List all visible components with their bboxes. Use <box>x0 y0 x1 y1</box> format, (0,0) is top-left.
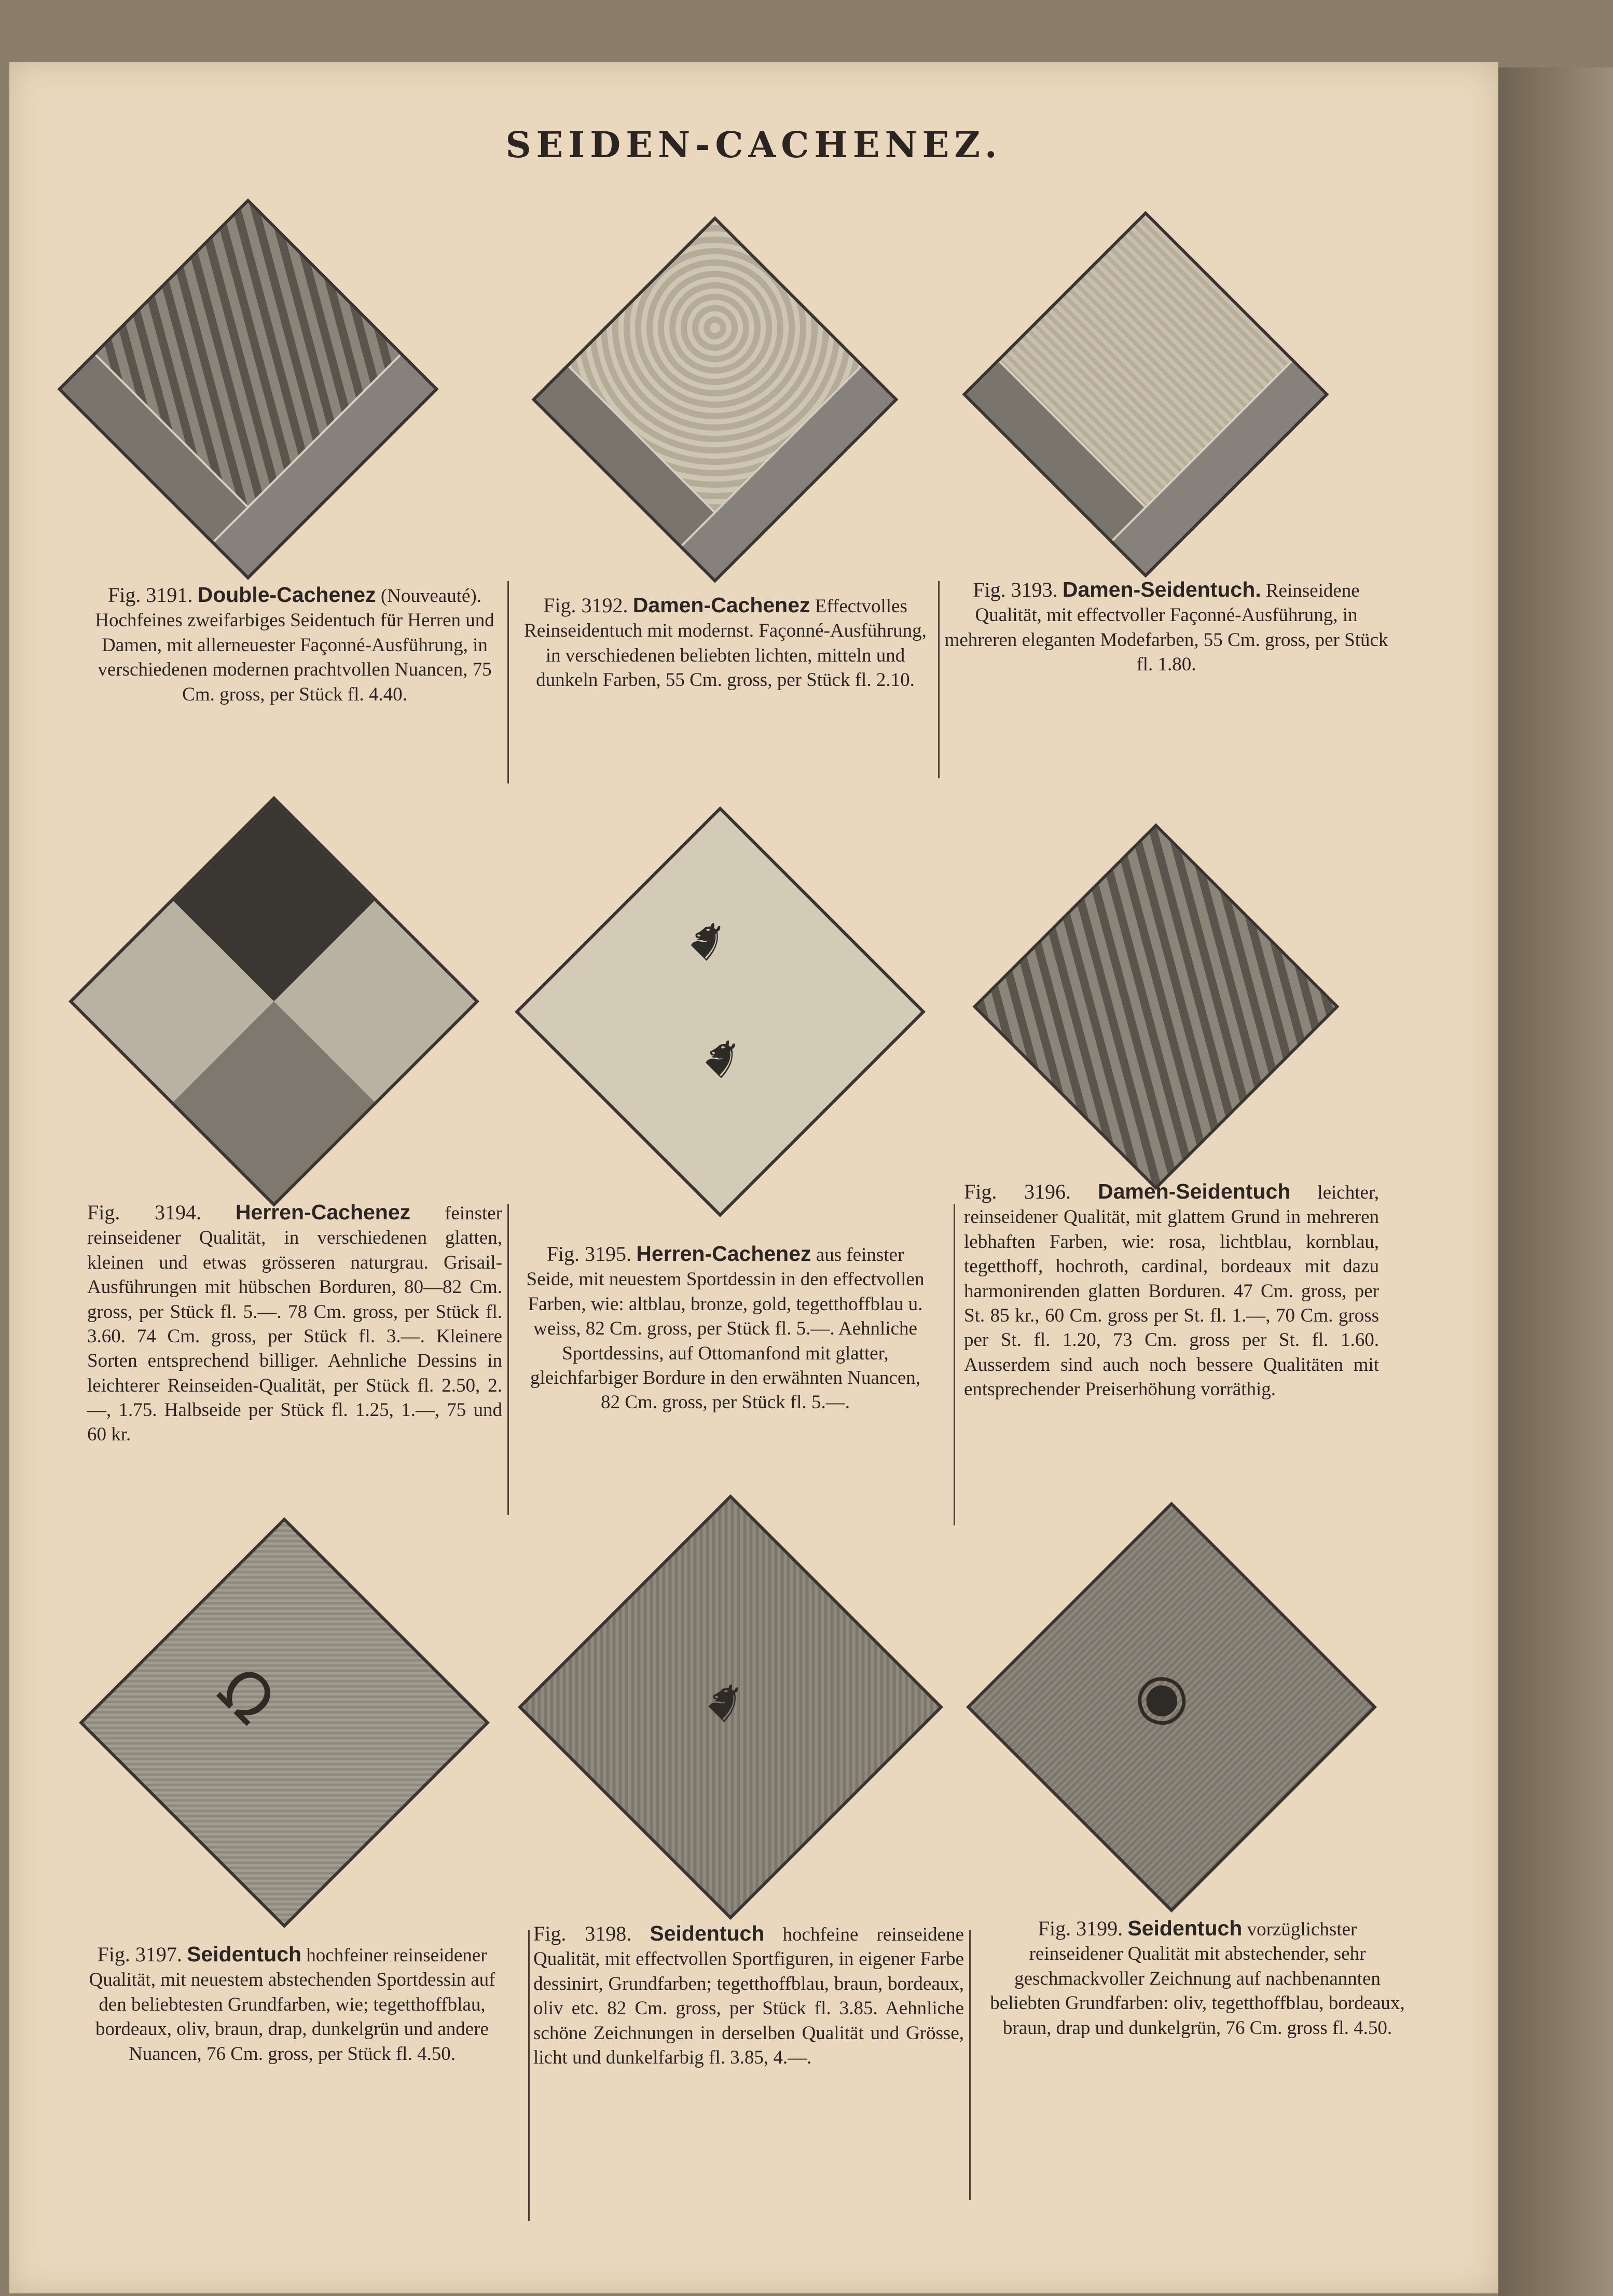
product-name: Double-Cachenez <box>197 583 376 607</box>
scarf-image-3192 <box>531 216 898 583</box>
scarf-border <box>213 354 435 576</box>
item-3191-text <box>82 581 507 707</box>
sport-figure: ♞ <box>692 1667 761 1736</box>
product-name: Seidentuch <box>1127 1916 1243 1940</box>
item-3195-text <box>523 1240 928 1415</box>
scarf-image-3193 <box>962 211 1329 578</box>
item-3193-text <box>943 576 1389 677</box>
figure-number: Fig. 3198. <box>533 1922 632 1945</box>
product-name: Seidentuch <box>650 1921 765 1945</box>
product-description: Effectvolles Reinseidentuch mit modernst. Façonné-Ausführung, in verschiedenen beliebten lichten, mitteln und dunkeln Farben, 55 Cm. gross, per Stück fl. 2.10. <box>524 596 927 691</box>
adjacent-page-edge <box>1498 67 1613 2296</box>
scarf-border <box>1112 361 1325 573</box>
product-description: feinster reinseidener Qualität, in verschiedenen glatten, kleinen und etwas grösseren naturgrau. Grisail-Ausführungen mit hübschen Borduren, 80—82 Cm. gross, per Stück fl. 5.—. 78 Cm. gross, per Stück fl. 3.60. 74 Cm. gross, per Stück fl. 3.—. Kleinere Sorten entsprechend billiger. Aehnliche Dessins in leichterer Reinseiden-Qualität, per Stück fl. 2.50, 2.—, 1.75. Halbseide per Stück fl. 1.25, 1.—, 75 und 60 kr. <box>87 1203 503 1446</box>
column-divider <box>954 1204 955 1525</box>
figure-number: Fig. 3196. <box>964 1180 1071 1203</box>
scarf-image-3198 <box>518 1494 943 1920</box>
scarf-image-3194 <box>68 796 479 1207</box>
column-divider <box>507 1204 509 1515</box>
product-name: Seidentuch <box>187 1942 302 1966</box>
product-description: (Nouveauté). Hochfeines zweifarbiges Seidentuch für Herren und Damen, mit allerneuester Façonné-Ausführung, in verschiedenen modernen prachtvollen Nuancen, 75 Cm. gross, per Stück fl. 4.40. <box>95 585 494 705</box>
catalog-page <box>9 62 1498 2293</box>
swirl-motif: ◉ <box>1120 1653 1210 1742</box>
item-3196-text <box>964 1178 1379 1401</box>
column-divider <box>938 581 940 778</box>
rider-figure: ♞ <box>674 906 742 974</box>
product-description: leichter, reinseidener Qualität, mit glattem Grund in mehreren lebhaften Farben, wie: rosa, lichtblau, kornblau, tegetthoff, hochroth, cardinal, bordeaux mit dazu harmonirenden glatten Borduren. 47 Cm. gross, per St. 85 kr., 60 Cm. gross per St. fl. 1.—, 70 Cm. gross per St. fl. 1.20, 73 Cm. gross per St. fl. 1.60. Ausserdem sind auch noch bessere Qualitäten mit entsprechender Preiserhöhung vorräthig. <box>964 1182 1380 1400</box>
item-3197-text <box>87 1941 497 2066</box>
column-divider <box>507 581 509 783</box>
scarf-image-3196 <box>972 823 1339 1190</box>
item-3198-text <box>533 1920 964 2070</box>
page-title: SEIDEN-CACHENEZ. <box>505 125 1002 166</box>
figure-number: Fig. 3199. <box>1038 1917 1123 1940</box>
scarf-image-3195 <box>515 806 926 1217</box>
product-name: Damen-Seidentuch <box>1098 1179 1291 1203</box>
figure-number: Fig. 3197. <box>97 1943 182 1966</box>
figure-number: Fig. 3191. <box>107 583 193 607</box>
scarf-border <box>681 366 894 579</box>
product-name: Herren-Cachenez <box>235 1200 411 1224</box>
product-description: hochfeiner reinseidener Qualität, mit neuestem abstechenden Sportdessin auf den beliebtesten Grundfarben, wie; tegetthoffblau, bordeaux, oliv, braun, drap, dunkelgrün und andere Nuancen, 76 Cm. gross, per Stück fl. 4.50. <box>89 1945 495 2065</box>
figure-number: Fig. 3193. <box>973 578 1058 601</box>
figure-number: Fig. 3195. <box>546 1242 632 1266</box>
scarf-image-3197 <box>79 1517 490 1928</box>
figure-number: Fig. 3194. <box>87 1201 202 1224</box>
scarf-image-3191 <box>57 198 438 580</box>
horseshoe-motif: Ω <box>204 1654 289 1739</box>
product-name: Damen-Cachenez <box>632 593 810 617</box>
product-description: hochfeine reinseidene Qualität, mit effectvollen Sportfiguren, in eigener Farbe dessinirt, Grundfarben; tegetthoffblau, braun, bordeaux, oliv etc. 82 Cm. gross, per Stück fl. 3.85. Aehnliche schöne Zeichnungen in derselben Qualität und Grösse, licht und dunkelfarbig fl. 3.85, 4.—. <box>533 1924 964 2068</box>
rider-figure: ♞ <box>688 1023 757 1092</box>
product-description: Reinseidene Qualität, mit effectvoller Façonné-Ausführung, in mehreren eleganten Modefarben, 55 Cm. gross, per Stück fl. 1.80. <box>944 580 1388 676</box>
product-name: Damen-Seidentuch. <box>1062 578 1261 601</box>
item-3192-text <box>518 592 933 693</box>
column-divider <box>528 1930 530 2221</box>
scarf-image-3199 <box>966 1502 1377 1913</box>
product-description: aus feinster Seide, mit neuestem Sportdessin in den effectvollen Farben, wie: altblau, bronze, gold, tegetthoffblau u. weiss, 82 Cm. gross, per Stück fl. 5.—. Aehnliche Sportdessins, auf Ottomanfond mit glatter, gleichfarbiger Bordure in den erwähnten Nuancen, 82 Cm. gross, per Stück fl. 5.—. <box>526 1244 925 1413</box>
column-divider <box>969 1930 971 2200</box>
item-3199-text <box>990 1915 1405 2040</box>
product-name: Herren-Cachenez <box>636 1242 811 1266</box>
product-description: vorzüglichster reinseidener Qualität mit abstechender, sehr geschmackvoller Zeichnung auf nachbenannten beliebten Grundfarben: oliv, tegetthoffblau, bordeaux, braun, drap und dunkelgrün, 76 Cm. gross fl. 4.50. <box>990 1919 1405 2039</box>
figure-number: Fig. 3192. <box>543 594 628 617</box>
item-3194-text <box>87 1199 502 1447</box>
